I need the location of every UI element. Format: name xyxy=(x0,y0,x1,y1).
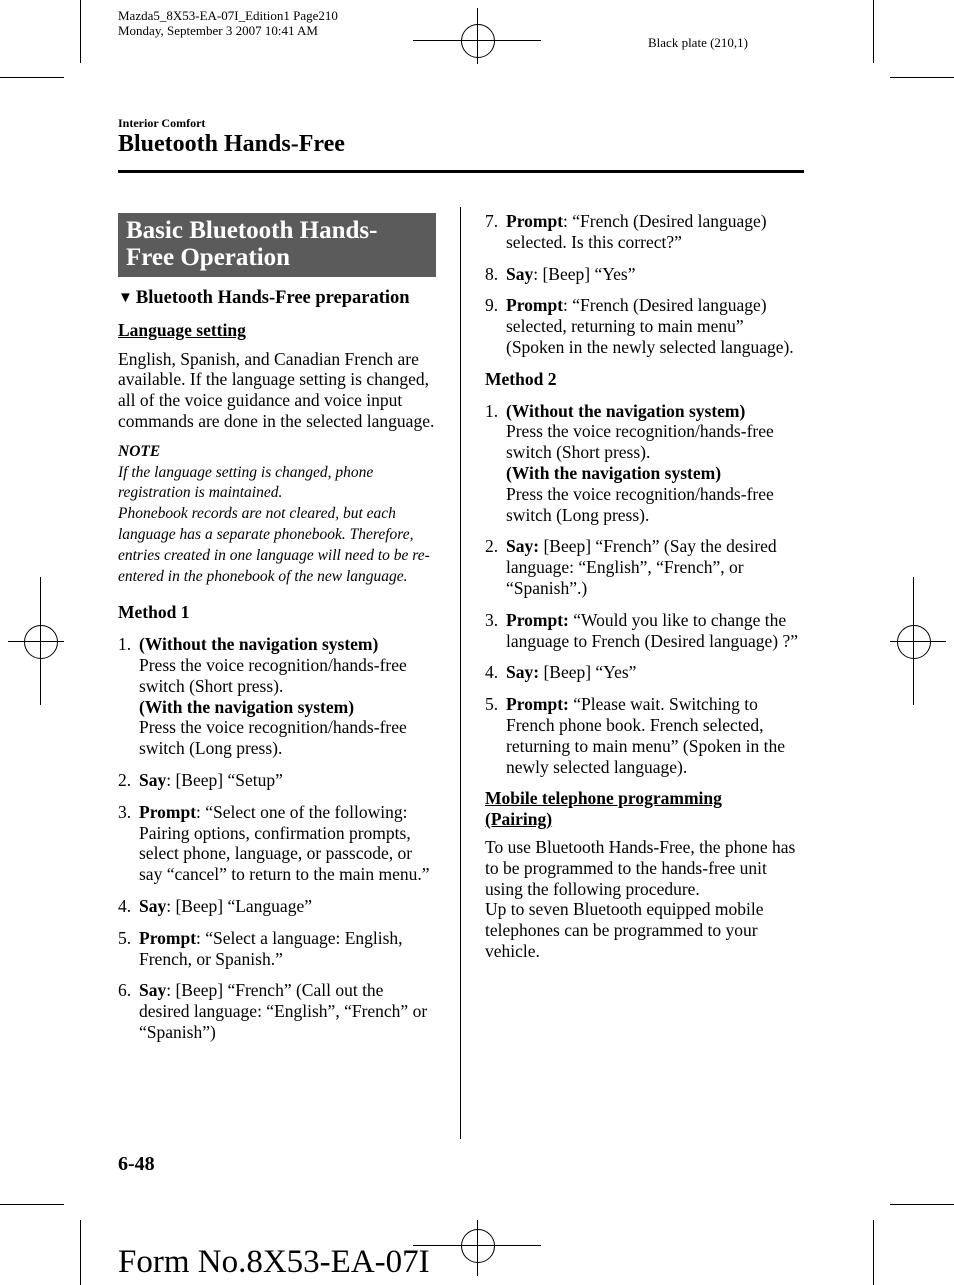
list-item: 5. Prompt: “Please wait. Switching to French phone book. French selected, returning to main menu” (Spoken in the newly selected language). xyxy=(485,694,785,777)
note-block xyxy=(118,442,436,588)
list-item: 1. (Without the navigation system) Press the voice recognition/hands-free switch (Short press). (With the navigation system) Press the voice recognition/hands-free switch (Long press). xyxy=(485,400,774,525)
list-item: 3. Prompt: “Would you like to change the language to French (Desired language) ?” xyxy=(485,609,799,651)
method-1-steps xyxy=(118,634,436,1043)
subheading xyxy=(118,288,436,309)
list-item: 7. Prompt: “French (Desired language) selected. Is this correct?” xyxy=(485,211,767,252)
section-label: Interior Comfort xyxy=(118,116,206,130)
language-text: English, Spanish, and Canadian French are available. If the language setting is changed, all of the voice guidance and voice input commands are done in the selected language. xyxy=(118,348,435,431)
note-title: NOTE xyxy=(118,442,161,460)
mobile-heading-line-2: (Pairing) xyxy=(485,809,553,830)
mobile-heading-line-1: Mobile telephone programming xyxy=(485,788,722,809)
page-title: Bluetooth Hands-Free xyxy=(118,131,345,157)
list-item: 8. Say: [Beep] “Yes” xyxy=(485,263,636,284)
slug-line-2: Monday, September 3 2007 10:41 AM xyxy=(118,23,318,38)
triangle-down-icon: ▼ xyxy=(118,290,133,306)
column-divider xyxy=(460,207,461,1139)
list-item: 4. Say: [Beep] “Language” xyxy=(118,895,312,916)
mobile-heading xyxy=(485,788,803,830)
left-column xyxy=(118,213,436,1054)
list-item: 2. Say: [Beep] “Setup” xyxy=(118,769,283,790)
list-item: 5. Prompt: “Select a language: English, French, or Spanish.” xyxy=(118,927,403,969)
list-item: 6. Say: [Beep] “French” (Call out the desired language: “English”, “French” or “Spanish”) xyxy=(118,980,428,1042)
method-1-title: Method 1 xyxy=(118,602,190,623)
form-number: Form No.8X53-EA-07I xyxy=(118,1244,430,1280)
list-item: 1. (Without the navigation system) Press the voice recognition/hands-free switch (Short press). (With the navigation system) Press the voice recognition/hands-free switch (Long press). xyxy=(118,634,407,759)
section-heading-line-2: Free Operation xyxy=(126,244,291,271)
slug-line-1: Mazda5_8X53-EA-07I_Edition1 Page210 xyxy=(118,8,338,23)
section-heading-line-1: Basic Bluetooth Hands- xyxy=(126,217,378,244)
list-item: 4. Say: [Beep] “Yes” xyxy=(485,662,637,683)
plate-label: Black plate (210,1) xyxy=(648,35,748,50)
list-item: 2. Say: [Beep] “French” (Say the desired language: “English”, “French”, or “Spanish”.) xyxy=(485,536,777,598)
page-number: 6-48 xyxy=(118,1153,155,1175)
section-heading xyxy=(118,213,436,277)
language-heading: Language setting xyxy=(118,319,246,340)
title-rule xyxy=(118,170,804,173)
mobile-text-2: Up to seven Bluetooth equipped mobile telephones can be programmed to your vehicle. xyxy=(485,899,764,961)
method-2-title: Method 2 xyxy=(485,368,557,389)
mobile-text-1: To use Bluetooth Hands-Free, the phone has to be programmed to the hands-free unit using the following procedure. xyxy=(485,836,796,899)
subheading-text: Bluetooth Hands-Free preparation xyxy=(135,288,410,308)
note-line-1: If the language setting is changed, phone registration is maintained. xyxy=(118,463,374,502)
list-item: 9. Prompt: “French (Desired language) selected, returning to main menu” (Spoken in the newly selected language). xyxy=(485,295,794,357)
note-line-2: Phonebook records are not cleared, but each language has a separate phonebook. Therefore, entries created in one language will need to be re-entered in the phonebook of the new language. xyxy=(118,505,430,585)
print-slug xyxy=(118,8,338,38)
method-1-steps-continued xyxy=(485,211,803,358)
list-item: 3. Prompt: “Select one of the following: Pairing options, confirmation prompts, select phone, language, or passcode, or say “cancel” to return to the main menu.” xyxy=(118,801,430,885)
method-2-steps xyxy=(485,401,803,778)
right-column xyxy=(485,211,803,962)
